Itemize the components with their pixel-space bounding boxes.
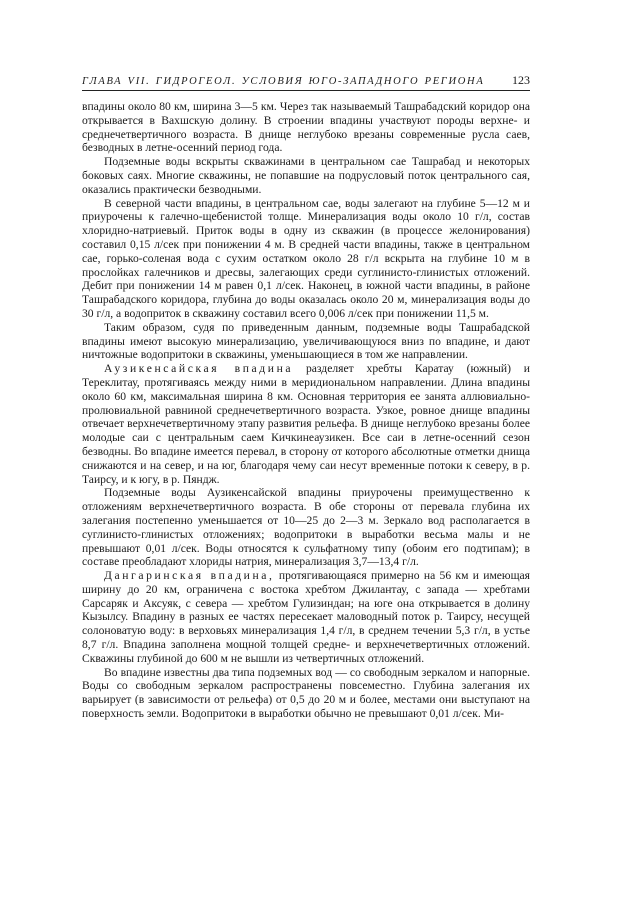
term-dangara: Дангаринская впадина, (104, 569, 275, 583)
page-number: 123 (512, 73, 530, 87)
paragraph-7-text: протягивающаяся примерно на 56 км и имеющая ширину до 20 км, ограничена с востока хребтом Джилантау, с запада — хребтами Сарсаряк и Аксуяк, с севера — хребтом Гулизиндан; на юге она открывается в долину Кызылсу. Впадину в разных ее частях пересекает маловодный поток р. Таирсу, несущей солоноватую воду: в верховьях минерализация 1,4 г/л, в среднем течении 5,3 г/л, в устье 8,7 г/л. Впадина заполнена мощной толщей средне- и верхнечетвертичных отложений. Скважины глубиной до 600 м не вышли из четвертичных отложений. (82, 569, 530, 665)
paragraph-7 (82, 569, 530, 666)
term-auzikensai: Аузикенсайская впадина (104, 362, 294, 376)
paragraph-4: Таким образом, судя по приведенным данным, подземные воды Ташрабадской впадины имеют высокую минерализацию, увеличивающуюся вниз по впадине, и дают ничтожные водопритоки в скважины, уменьшающиеся в том же направлении. (82, 320, 530, 362)
running-head (82, 73, 530, 88)
header-rule (82, 90, 530, 91)
paragraph-1: впадины около 80 км, ширина 3—5 км. Через так называемый Ташрабадский коридор она открывается в Вахшскую долину. В строении впадины участвуют породы верхне- и среднечетвертичного возраста. В днище неглубоко врезаны современные русла саев, безводных в летне-осенний период года. (82, 100, 530, 155)
chapter-title: ГЛАВА VII. ГИДРОГЕОЛ. УСЛОВИЯ ЮГО-ЗАПАДНОГО РЕГИОНА (82, 76, 485, 87)
body-text (82, 100, 530, 721)
paragraph-8: Во впадине известны два типа подземных вод — со свободным зеркалом и напорные. Воды со свободным зеркалом распространены повсеместно. Глубина залегания их варьирует (в зависимости от рельефа) от 0,5 до 20 м и более, местами они выступают на поверхность земли. Водопритоки в выработки обычно не превышают 0,01 л/сек. Ми- (82, 665, 530, 721)
paragraph-6: Подземные воды Аузикенсайской впадины приурочены преимущественно к отложениям верхнечетвертичного возраста. В обе стороны от перевала глубина их залегания постепенно уменьшается от 10—25 до 2—3 м. Зеркало вод располагается в суглинисто-глинистых отложениях; водопритоки в выработки весьма малы и не превышают 0,01 л/сек. Воды относятся к сульфатному типу (обоим его подтипам); в составе преобладают хлориды натрия, минерализация 3,7—13,4 г/л. (82, 486, 530, 569)
paragraph-5 (82, 362, 530, 486)
paragraph-2: Подземные воды вскрыты скважинами в центральном сае Ташрабад и некоторых боковых саях. Многие скважины, не попавшие на подрусловый поток центрального сая, оказались практически безводными. (82, 155, 530, 196)
paragraph-3: В северной части впадины, в центральном сае, воды залегают на глубине 5—12 м и приурочены к галечно-щебенистой толще. Минерализация воды около 10 г/л, состав хлоридно-натриевый. Приток воды в одну из скважин (в процессе желонирования) составил 0,15 л/сек при понижении 4 м. В средней части впадины, также в центральном сае, горько-соленая вода с сухим остатком около 28 г/л вскрыта на глубине 10 м в прослойках галечников и дресвы, залегающих среди суглинисто-глинистых отложений. Дебит при понижении 14 м равен 0,1 л/сек. Наконец, в южной части впадины, в районе Ташрабадского коридора, глубина до воды оказалась около 20 м, минерализация воды до 30 г/л, а водоприток в скважину составил всего 0,006 л/сек при понижении 11,5 м. (82, 196, 530, 320)
paragraph-5-text: разделяет хребты Каратау (южный) и Тереклитау, протягиваясь между ними в меридиональном направлении. Длина впадины около 60 км, максимальная ширина 8 км. Основная территория ее занята аллювиально-пролювиальной равниной среднечетвертичного возраста. Узкое, ровное днище впадины отвечает верхнечетвертичному этапу развития рельефа. В днище неглубоко врезаны более молодые саи с центральным саем Кичкинеаузикен. Все саи в летне-осенний сезон безводны. Во впадине имеется перевал, в сторону от которого абсолютные отметки днища снижаются и на север, и на юг, благодаря чему саи несут временные потоки к северу, в р. Таирсу, и к югу, в р. Пяндж. (82, 362, 531, 486)
